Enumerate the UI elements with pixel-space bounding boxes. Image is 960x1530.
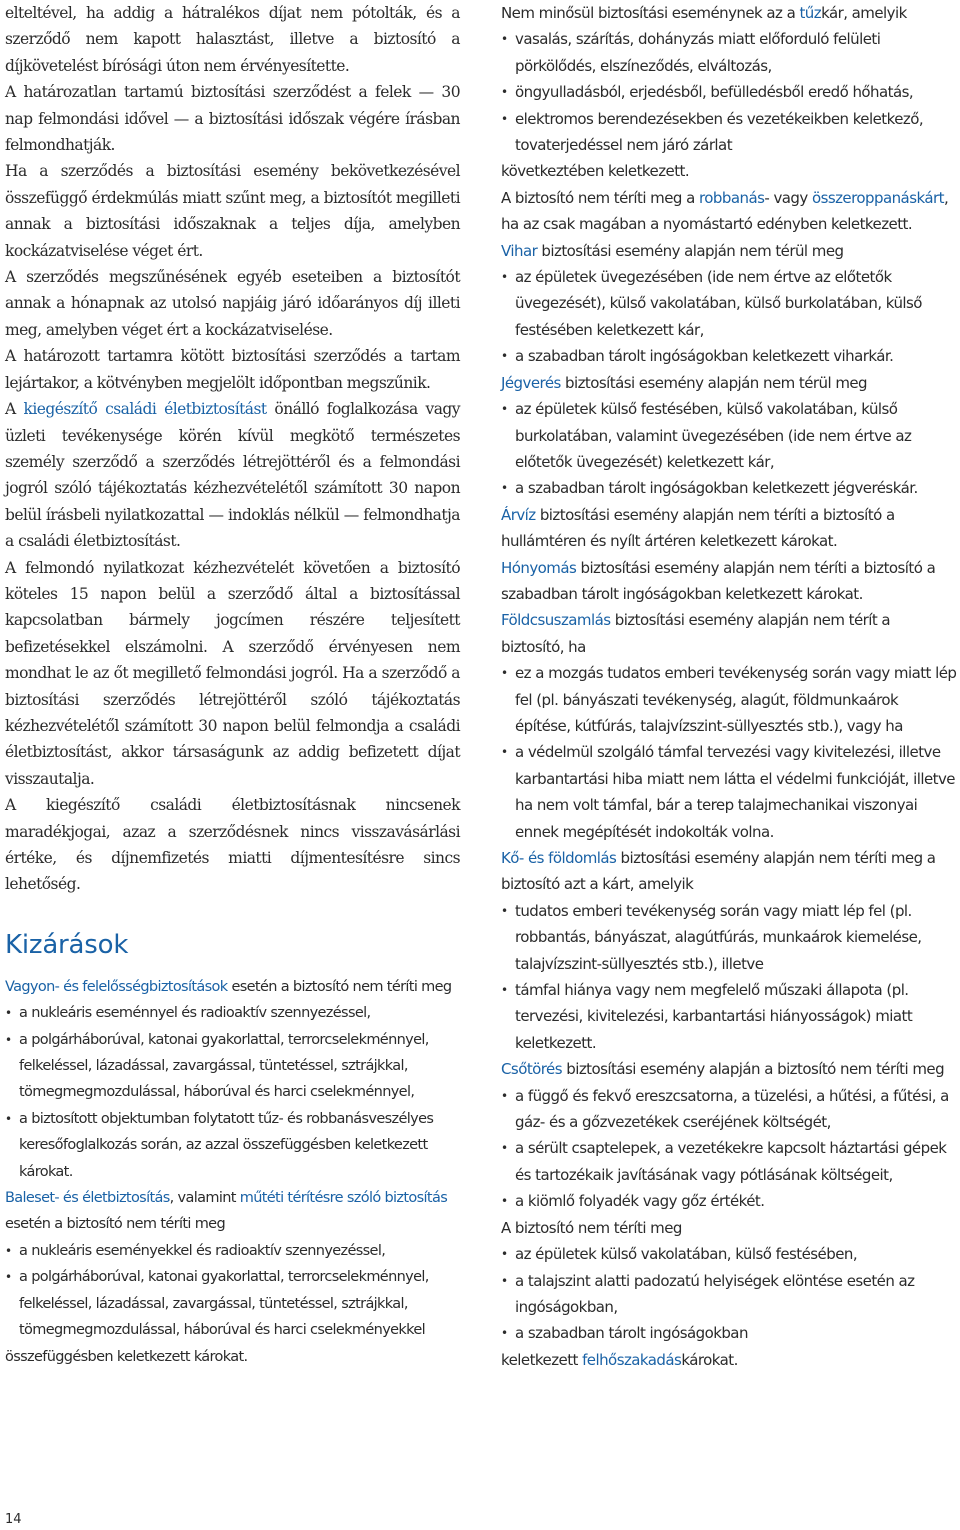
paragraph-other-termination: A szerződés megszűnésének egyéb eseteiben a biztosítót annak a hónapnak az utolsó napjáig járó időarányos díj illeti meg, amelyben véget ért a kockázatviselése. xyxy=(5,268,460,339)
paragraph-storm: Vihar biztosítási esemény alapján nem térül meg xyxy=(501,241,844,260)
paragraph-fixed-term: A határozott tartamra kötött biztosítási szerződés a tartam lejártakor, a kötvényben megjelölt időpontban megszűnik. xyxy=(5,347,460,392)
list-item: • az épületek külső vakolatában, külső festésében, xyxy=(501,1241,957,1267)
paragraph-pipe-burst: Csőtörés biztosítási esemény alapján a biztosító nem téríti meg xyxy=(501,1060,945,1079)
highlight-hail: Jégverés xyxy=(501,373,561,392)
paragraph-flood: Árvíz biztosítási esemény alapján nem téríti a biztosító a hullámtéren és nyílt ártéren keletkezett károkat. xyxy=(501,505,895,551)
paragraph-cloudburst: keletkezett felhőszakadáskárokat. xyxy=(501,1350,738,1369)
list-item: • a polgárháborúval, katonai gyakorlattal, terrorcselekménnyel, felkeléssel, lázadással, zavargással, tüntetéssel, sztrájkkal, tömegmegmozdulással, háborúval és harci cselekményekkel xyxy=(5,1264,460,1343)
list-item: • a szabadban tárolt ingóságokban keletkezett jégveréskár. xyxy=(501,475,957,501)
list-landslide-exclusions xyxy=(501,660,957,845)
list-item: • a nukleáris eseménnyel és radioaktív szennyezéssel, xyxy=(5,1000,460,1026)
left-column xyxy=(5,0,460,1370)
paragraph-family-life-cancellation: A kiegészítő családi életbiztosítást önálló foglalkozása vagy üzleti tevékenysége körén kívül megkötő természetes személy szerződő a szerződés létrejöttéről és a felmondási jogról szóló tájékoztatás kézhezvételétől számított 30 napon belül írásbeli nyilatkozattal — indoklás nélkül — felmondhatja a családi életbiztosítást. xyxy=(5,400,460,551)
paragraph-hail: Jégverés biztosítási esemény alapján nem térül meg xyxy=(501,373,868,392)
paragraph-property-liability: Vagyon- és felelősségbiztosítások esetén a biztosító nem téríti meg xyxy=(5,978,452,995)
paragraph-fire: Nem minősül biztosítási eseménynek az a tűzkár, amelyik xyxy=(501,4,907,22)
list-storm-exclusions xyxy=(501,264,957,370)
highlight-property-liability: Vagyon- és felelősségbiztosítások xyxy=(5,978,228,995)
list-item: • a biztosított objektumban folytatott tűz- és robbanásveszélyes keresőfoglalkozás során, az azzal összefüggésben keletkezett károkat. xyxy=(5,1106,460,1185)
paragraph-not-covered: A biztosító nem téríti meg xyxy=(501,1218,682,1237)
paragraph-settlement: A felmondó nyilatkozat kézhezvételét követően a biztosító köteles 15 napon belül a szerződő által a biztosítással kapcsolatban bármely jogcímen részére teljesített befizetésekkel elszámolni. A szerződő érvényesen nem mondhat le az őt megillető felmondási jogról. Ha a szerződő a biztosítási szerződés létrejöttéről szóló tájékoztatás kézhezvételétől számított 30 napon belül felmondja a családi életbiztosítást, akkor társaságunk az addig befizetett díjat visszautalja. xyxy=(5,558,460,788)
list-item: • a nukleáris eseményekkel és radioaktív szennyezéssel, xyxy=(5,1238,460,1264)
highlight-surgery-insurance: műtéti térítésre szóló biztosítás xyxy=(239,1190,448,1207)
list-item: • támfal hiánya vagy nem megfelelő műszaki állapota (pl. tervezési, kivitelezési, karbantartási hiányosságok) miatt keletkezett. xyxy=(501,977,957,1056)
paragraph-accident-life: Baleset- és életbiztosítás, valamint műtéti térítésre szóló biztosítás esetén a biztosító nem téríti meg xyxy=(5,1190,448,1233)
right-column xyxy=(501,0,957,1373)
highlight-pipe-burst: Csőtörés xyxy=(501,1060,563,1079)
highlight-rockfall: Kő- és földomlás xyxy=(501,849,617,867)
list-item: • öngyulladásból, erjedésből, befülledésből eredő hőhatás, xyxy=(501,79,957,105)
page-number: 14 xyxy=(5,1512,22,1527)
paragraph-grace-period: elteltével, ha addig a hátralékos díjat nem pótolták, és a szerződő nem kapott halasztást, illetve a biztosító a díjkövetelést bírósági úton nem érvényesítette. xyxy=(5,4,460,75)
highlight-cloudburst: felhőszakadás xyxy=(582,1350,682,1369)
highlight-family-life-insurance: kiegészítő családi életbiztosítást xyxy=(23,400,267,419)
list-pipe-exclusions xyxy=(501,1083,957,1215)
list-item: • a függő és fekvő ereszcsatorna, a tüzelési, a hűtési, a fűtési, a gáz- és a gőzvezetékek cseréjének költségét, xyxy=(501,1083,957,1136)
list-item: • az épületek külső festésében, külső vakolatában, külső burkolatában, valamint üvegezésében (ide nem értve az előtetők üvegezését) keletkezett kár, xyxy=(501,396,957,475)
list-item: • a polgárháborúval, katonai gyakorlattal, terrorcselekménnyel, felkeléssel, lázadással, zavargással, tüntetéssel, sztrájkkal, tömegmegmozdulással, háborúval és harci cselekménnyel, xyxy=(5,1027,460,1106)
paragraph-fire-end: következtében keletkezett. xyxy=(501,162,690,181)
paragraph-indefinite-term: A határozatlan tartamú biztosítási szerződést a felek — 30 nap felmondási idővel — a biztosítási időszak végére írásban felmondhatják. xyxy=(5,83,460,155)
list-rockfall-exclusions xyxy=(501,898,957,1056)
highlight-explosion: robbanás xyxy=(698,188,765,207)
list-item: • a kiömlő folyadék vagy gőz értékét. xyxy=(501,1188,957,1214)
paragraph-snow-load: Hónyomás biztosítási esemény alapján nem téríti a biztosító a szabadban tárolt ingóságokban keletkezett károkat. xyxy=(501,558,936,603)
paragraph-no-residual-rights: A kiegészítő családi életbiztosításnak nincsenek maradékjogai, azaz a szerződésnek nincs visszavásárlási értéke, és díjnemfizetés miatti díjmentesítésre sincs lehetőség. xyxy=(5,796,460,894)
list-item: • az épületek üvegezésében (ide nem értve az előtetők üvegezését), külső vakolatában, külső burkolatában, külső festésében keletkezett kár, xyxy=(501,264,957,343)
highlight-storm: Vihar xyxy=(501,241,538,260)
paragraph-rockfall: Kő- és földomlás biztosítási esemény alapján nem téríti meg a biztosító azt a kárt, amelyik xyxy=(501,849,936,894)
highlight-accident-life: Baleset- és életbiztosítás xyxy=(5,1190,170,1207)
paragraph-accident-end: összefüggésben keletkezett károkat. xyxy=(5,1348,248,1365)
highlight-snow-load: Hónyomás xyxy=(501,558,577,577)
list-item: • ez a mozgás tudatos emberi tevékenység során vagy miatt lép fel (pl. bányászati tevékenység, alagút, földmunkaárok építése, kútfúrás, talajvízszint-süllyesztés stb.), vagy ha xyxy=(501,660,957,739)
section-heading-exclusions: Kizárások xyxy=(5,929,129,960)
list-item: • a szabadban tárolt ingóságokban keletkezett viharkár. xyxy=(501,343,957,369)
list-item: • a védelmül szolgáló támfal tervezési vagy kivitelezési, illetve karbantartási hiba miatt nem látta el védelmi funkcióját, illetve ha nem volt támfal, bár a terep talajmechanikai viszonyai ennek megépítését indokolták volna. xyxy=(501,739,957,845)
list-item: • tudatos emberi tevékenység során vagy miatt lép fel (pl. robbantás, bányászat, alagútfúrás, munkaárok kiemelése, talajvízszint-süllyesztés stb.), illetve xyxy=(501,898,957,977)
list-hail-exclusions xyxy=(501,396,957,502)
list-item: • elektromos berendezésekben és vezetékeikben keletkező, tovaterjedéssel nem járó zárlat xyxy=(501,106,957,159)
list-item: • vasalás, szárítás, dohányzás miatt előforduló felületi pörkölődés, elszíneződés, elváltozás, xyxy=(501,26,957,79)
highlight-flood: Árvíz xyxy=(501,505,536,524)
paragraph-interest-loss: Ha a szerződés a biztosítási esemény bekövetkezésével összefüggő érdekmúlás miatt szűnt meg, a biztosítót megilleti annak a biztosítási időszaknak a teljes díja, amelyben kockázatviselése véget ért. xyxy=(5,162,460,260)
list-accident-exclusions xyxy=(5,1238,460,1344)
list-not-covered xyxy=(501,1241,957,1347)
highlight-fire: tűz xyxy=(799,4,822,22)
list-item: • a szabadban tárolt ingóságokban xyxy=(501,1320,957,1346)
highlight-implosion: összeroppanáskárt xyxy=(811,188,944,207)
highlight-landslide: Földcsuszamlás xyxy=(501,611,611,630)
paragraph-explosion: A biztosító nem téríti meg a robbanás- vagy összeroppanáskárt, ha az csak magában a nyomástartó edényben keletkezett. xyxy=(501,188,949,234)
list-fire-exclusions xyxy=(501,26,957,158)
paragraph-landslide: Földcsuszamlás biztosítási esemény alapján nem térít a biztosító, ha xyxy=(501,611,891,656)
list-item: • a sérült csaptelepek, a vezetékekre kapcsolt háztartási gépek és tartozékaik javításának vagy pótlásának költségeit, xyxy=(501,1135,957,1188)
list-property-exclusions xyxy=(5,1000,460,1185)
list-item: • a talajszint alatti padozatú helyiségek elöntése esetén az ingóságokban, xyxy=(501,1268,957,1321)
